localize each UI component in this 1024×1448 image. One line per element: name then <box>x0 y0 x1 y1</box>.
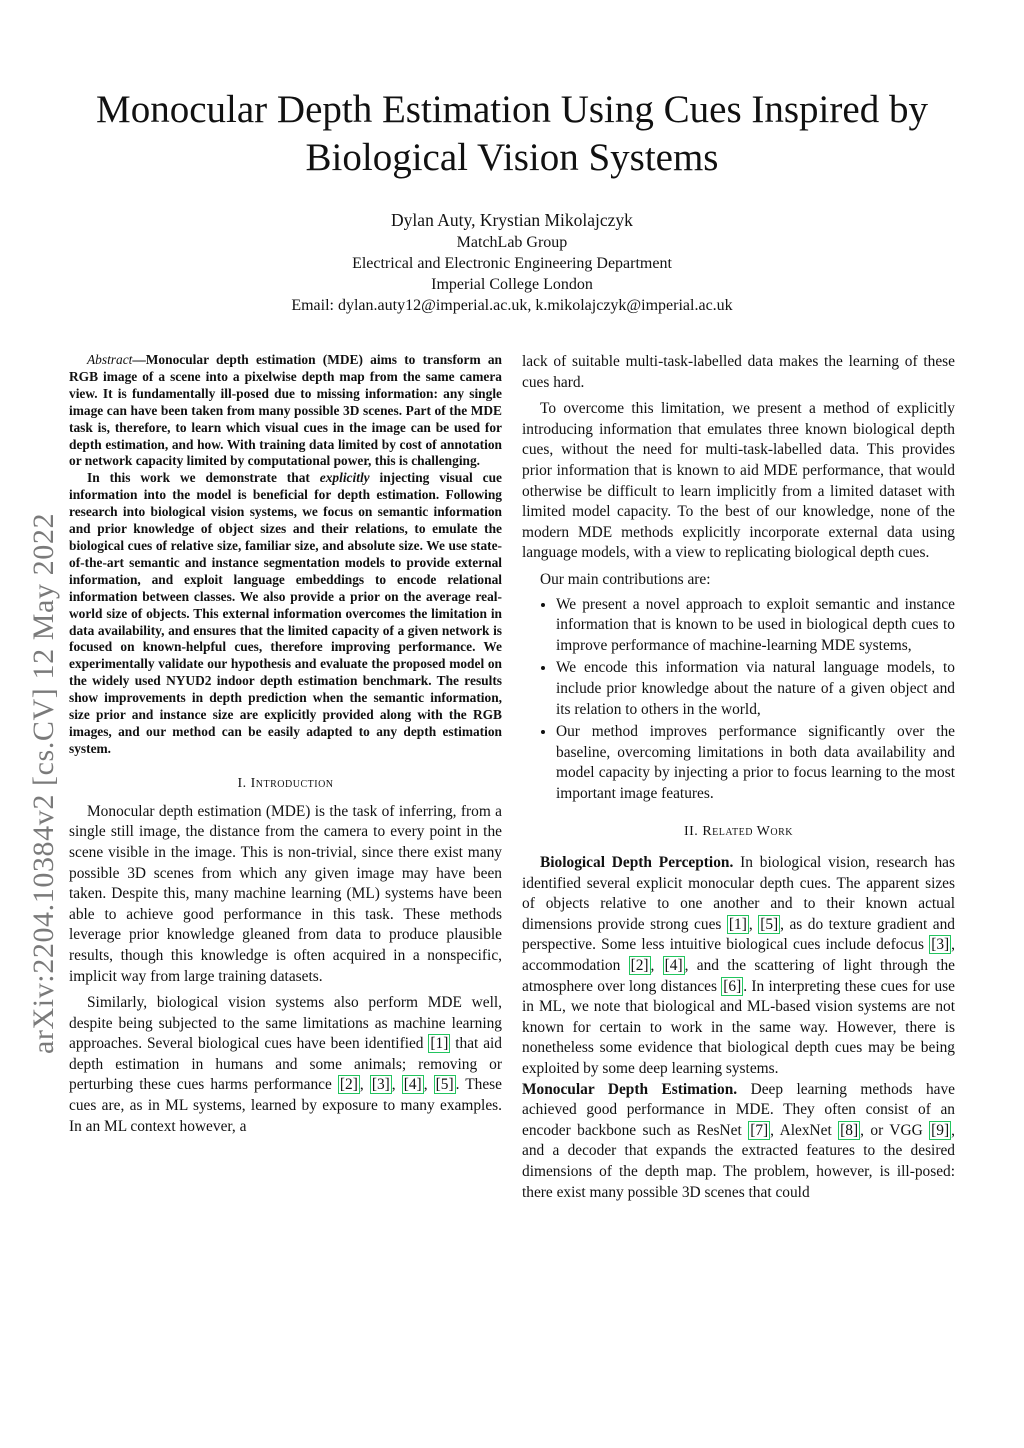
citation-link[interactable]: [1] <box>430 1035 449 1053</box>
author-names: Dylan Auty, Krystian Mikolajczyk <box>391 210 633 230</box>
abstract-text-2b: injecting visual cue information into the model is beneficial for depth estimation. Following research into biological vision systems, we focus on semantic information and prior knowledge of object sizes and their relations, to emulate the biological cues of relative size, familiar size, and absolute size. We use state-of-the-art semantic and instance segmentation models to provide external information, and exploit language embeddings to encode relational information between classes. We also provide a prior on the average real-world size of objects. This external information overcomes the limitation in data availability, and ensures that the limited capacity of a given network is focused on known-helpful cues, therefore improving performance. We experimentally validate our hypothesis and evaluate the proposed model on the widely used NYUD2 indoor depth estimation benchmark. The results show improvements in depth prediction when the semantic information, size prior and instance size are explicitly provided along with the RGB images, and our method can be easily adapted to any depth estimation system. <box>69 470 502 756</box>
related-text: , and a decoder that expands the extracted features to the desired dimensions of the depth map. The problem, however, is ill-posed: there exist many possible 3D scenes that could <box>522 1121 955 1201</box>
citation-link[interactable]: [3] <box>371 1076 390 1094</box>
abstract <box>69 352 502 758</box>
author-institution: Imperial College London <box>431 276 593 293</box>
introduction-body <box>69 802 502 1138</box>
author-block <box>112 208 912 316</box>
citation-link[interactable]: [3] <box>931 936 950 954</box>
abstract-text-1: —Monocular depth estimation (MDE) aims to transform an RGB image of a scene into a pixelwise depth map from the same camera view. It is fundamentally ill-posed due to missing information: any single image can have been taken from many possible 3D scenes. Part of the MDE task is, therefore, to learn which visual cues in the image can be used for depth estimation, and how. With training data limited by cost of annotation or network capacity limited by computational power, this is challenging. <box>69 352 502 469</box>
section-number: I. <box>237 775 251 791</box>
section-title: Related Work <box>702 824 793 840</box>
abstract-text-2a: In this work we demonstrate that <box>87 470 320 486</box>
paragraph-lead: Monocular Depth Estimation. <box>522 1080 738 1098</box>
related-text: Deep learning methods have achieved good performance in MDE. They often consist of an encoder backbone such as ResNet <box>522 1080 955 1139</box>
list-item: • Our method improves performance significantly over the baseline, overcoming limitations in both data availability and model capacity by injecting a prior to focus learning to the most important image features. <box>556 722 955 804</box>
related-text: , or VGG <box>860 1121 930 1139</box>
related-text: , AlexNet <box>770 1121 839 1139</box>
section-title: Introduction <box>250 775 334 791</box>
section-number: II. <box>683 824 703 840</box>
author-email: Email: dylan.auty12@imperial.ac.uk, k.mikolajczyk@imperial.ac.uk <box>291 297 733 314</box>
intro-paragraph-continued: lack of suitable multi-task-labelled data makes the learning of these cues hard. <box>522 353 955 391</box>
contributions-lead: Our main contributions are: <box>540 570 711 588</box>
intro-text: that aid depth estimation in humans and some animals; removing or perturbing these cues harms performance <box>69 1035 502 1094</box>
citation-link[interactable]: [4] <box>664 957 683 975</box>
related-text: In biological vision, research has identified several explicit monocular depth cues. The apparent sizes of objects relative to one another and to their known actual dimensions provide strong cues <box>522 854 955 933</box>
citation-link[interactable]: [1] <box>728 915 747 933</box>
related-text: , as do texture gradient and perspective. Some less intuitive biological cues include defocus <box>522 915 955 954</box>
related-paragraph-mde <box>522 1080 955 1204</box>
list-item: • We present a novel approach to exploit semantic and instance information that is known to be used in biological depth cues to improve performance of machine-learning MDE systems, <box>556 595 955 657</box>
citation-link[interactable]: [4] <box>403 1076 422 1094</box>
citation-link[interactable]: [6] <box>723 977 742 995</box>
related-text: , and the scattering of light through the atmosphere over long distances <box>522 957 955 995</box>
left-column <box>69 352 502 1137</box>
citation-link[interactable]: [5] <box>435 1076 454 1094</box>
contributions-list <box>522 595 955 805</box>
section-heading-introduction <box>69 776 502 792</box>
intro-paragraph-3: To overcome this limitation, we present a method of explicitly introducing information that emulates three known biological depth cues, without the need for multi-task-labelled data. This provides prior information that is known to aid MDE performance, that would otherwise be difficult to learn implicitly from a limited dataset with limited model capacity. To the best of our knowledge, none of the modern MDE methods explicitly incorporate external data using language models, with a view to replicating biological depth cues. <box>522 400 955 562</box>
intro-text: . These cues are, as in ML systems, learned by exposure to many examples. In an ML context however, a <box>69 1076 503 1135</box>
arxiv-stamp: arXiv:2204.10384v2 [cs.CV] 12 May 2022 <box>27 512 60 1054</box>
intro-text: Similarly, biological vision systems also perform MDE well, despite being subjected to the same limitations as machine learning approaches. Several biological cues have been identified <box>69 994 502 1053</box>
right-column <box>522 352 955 1203</box>
related-text: . In interpreting these cues for use in ML, we note that biological and ML-based vision systems are not known for certain to work in the same way. However, there is nonetheless some evidence that biological depth cues may be being exploited by some deep learning systems. <box>522 977 955 1077</box>
citation-link[interactable]: [9] <box>931 1121 950 1139</box>
citation-link[interactable]: [2] <box>339 1076 358 1094</box>
abstract-emphasis: explicitly <box>319 470 370 486</box>
author-group: MatchLab Group <box>456 234 568 251</box>
related-text: , accommodation <box>522 936 955 975</box>
abstract-paragraph-1 <box>69 352 502 470</box>
section-heading-related-work <box>522 822 955 843</box>
citation-link[interactable]: [5] <box>760 915 779 933</box>
citation-link[interactable]: [7] <box>750 1121 769 1139</box>
related-paragraph-biological: Biological Depth Perception. In biological vision, research has identified several explicit monocular depth cues. The apparent sizes of objects relative to one another and to their known actual dimensions provide strong cues [1] , [5] , as do texture gradient and perspective. Some less intuitive biological cues include defocus [3] , accommodation [2] , [4] , and the scattering of light through the atmosphere over long distances [6] . In interpreting these cues for use in ML, we note that biological and ML-based vision systems are not known for certain to work in the same way. However, there is nonetheless some evidence that biological depth cues may be being exploited by some deep learning systems. <box>522 854 955 1077</box>
abstract-paragraph-2 <box>69 470 502 757</box>
citation-link[interactable]: [8] <box>840 1121 859 1139</box>
list-item: • We encode this information via natural language models, to include prior knowledge about the nature of a given object and its relation to others in the world, <box>556 658 955 720</box>
intro-paragraph-1: Monocular depth estimation (MDE) is the task of inferring, from a single still image, the distance from the camera to every point in the scene visible in the image. This is non-trivial, since there exist many possible 3D scenes from which any given image may have been taken. Despite this, many machine learning (ML) systems have been able to achieve good performance in this task. These methods leverage prior knowledge gleaned from data to produce plausible results, though this knowledge is often acquired in a nonspecific, implicit way from large training datasets. <box>69 802 502 985</box>
intro-paragraph-2: Similarly, biological vision systems also perform MDE well, despite being subjected to the same limitations as machine learning approaches. Several biological cues have been identified [1] that aid depth estimation in humans and some animals; removing or perturbing these cues harms performance [2] , [3] , [4] , [5] . These cues are, as in ML systems, learned by exposure to many examples. In an ML context however, a <box>69 994 503 1135</box>
abstract-label: Abstract <box>87 352 133 367</box>
paper-title: Monocular Depth Estimation Using Cues Inspired by Biological Vision Systems <box>96 88 928 179</box>
citation-link[interactable]: [2] <box>630 957 649 975</box>
author-department: Electrical and Electronic Engineering Department <box>352 255 672 272</box>
paragraph-lead: Biological Depth Perception. <box>540 854 734 872</box>
